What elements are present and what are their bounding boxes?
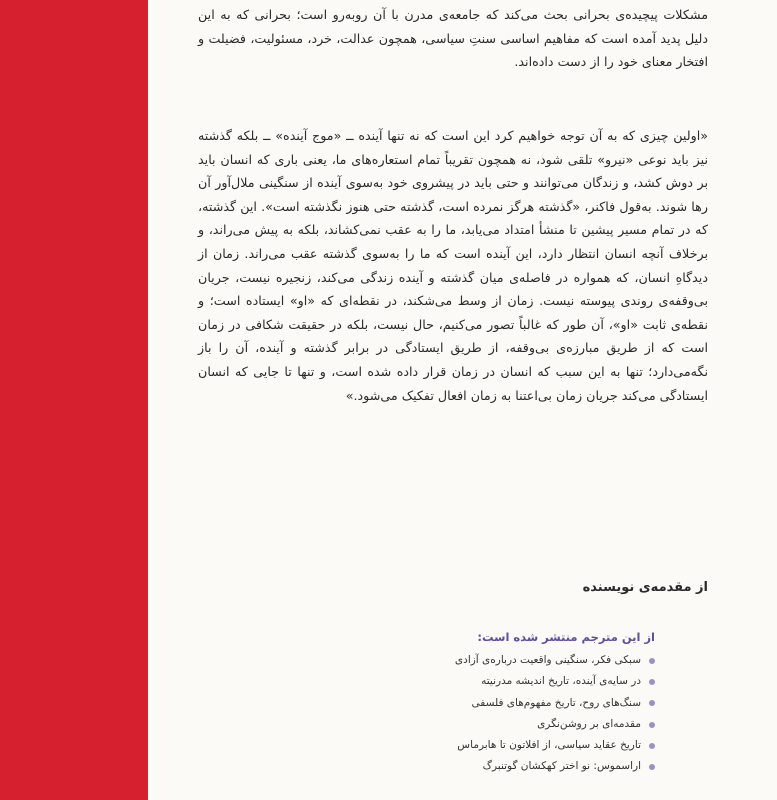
book-item — [330, 735, 655, 756]
bullet-icon — [649, 658, 655, 664]
book-item — [330, 693, 655, 714]
bullet-icon — [649, 679, 655, 685]
blurb-paragraph-2: «اولین چیزی که به آن توجه خواهیم کرد این است که نه تنها آینده ــ «موج آینده» ــ بلکه گذشته نیز باید نوعی «نیرو» تلقی شود، نه همچون تقریباً تمام استعاره‌های ما، یعنی باری که انسان باید بر دوش کشد، و زندگان می‌توانند و حتی باید در پیشروی خود به‌سوی آینده از سنگینی ملال‌آور آن رها شوند. به‌قول فاکنر، «گذشته هرگز نمرده است، گذشته حتی هنوز نگذشته است». این گذشته، که در تمام مسیر پیشین تا منشأ امتداد می‌یابد، ما را به عقب نمی‌کشاند، بلکه به پیش می‌راند، و برخلاف آنچه انسان انتظار دارد، این آینده است که ما را به‌سوی گذشته عقب می‌راند. زمان از دیدگاهِ انسان، که همواره در فاصله‌ی میان گذشته و آینده زندگی می‌کند، زنجیره نیست، جریان بی‌وقفه‌ی روندی پیوسته نیست. زمان از وسط می‌شکند، در نقطه‌ای که «او» ایستاده است؛ و نقطه‌ی ثابت «او»، آن طور که غالباً تصور می‌کنیم، حال نیست، بلکه در حقیقت شکافی در زمان است که از طریق مبارزه‌ی بی‌وقفه، از طریق ایستادگی در برابر گذشته و آینده، آن را باز نگه‌می‌دارد؛ تنها به این سبب که انسان در زمان قرار داده شده است، و تنها تا جایی که انسان ایستادگی می‌کند جریان زمان بی‌اعتنا به زمان افعال تفکیک می‌شود.» — [198, 128, 708, 403]
quote-source: از مقدمه‌ی نویسنده — [582, 580, 708, 595]
book-title: سبکی فکر، سنگینی واقعیت درباره‌ی آزادی — [454, 654, 641, 666]
books-heading: از این مترجم منتشر شده است: — [477, 630, 655, 644]
book-title: تاریخ عقاید سیاسی، از افلاتون تا هابرماس — [457, 739, 641, 752]
bullet-icon — [649, 743, 655, 749]
translator-books-section — [330, 630, 655, 778]
book-title: اراسموس: نو اختر کهکشان گوتنبرگ — [482, 760, 641, 773]
bullet-icon — [649, 700, 655, 706]
bullet-icon — [649, 764, 655, 770]
blurb-paragraph-1: مشکلات پیچیده‌ی بحرانی بحث می‌کند که جامعه‌ی مدرن با آن روبه‌رو است؛ بحرانی که به این دلیل پدید آمده است که مفاهیم اساسی سنتِ سیاسی، همچون عدالت، خرد، مسئولیت، فضیلت و افتخار معنای خود را از دست داده‌اند. — [198, 7, 708, 70]
bullet-icon — [649, 722, 655, 728]
book-item — [330, 714, 655, 735]
book-title: در سایه‌ی آینده، تاریخ اندیشه مدرنیته — [481, 675, 641, 688]
book-title: سنگ‌های روح، تاریخ مفهوم‌های فلسفی — [471, 696, 641, 709]
red-spine-band — [0, 0, 148, 800]
books-list — [330, 650, 655, 778]
book-title: مقدمه‌ای بر روشن‌نگری — [537, 717, 641, 730]
book-item — [330, 671, 655, 692]
book-item — [330, 650, 655, 671]
book-item — [330, 756, 655, 777]
